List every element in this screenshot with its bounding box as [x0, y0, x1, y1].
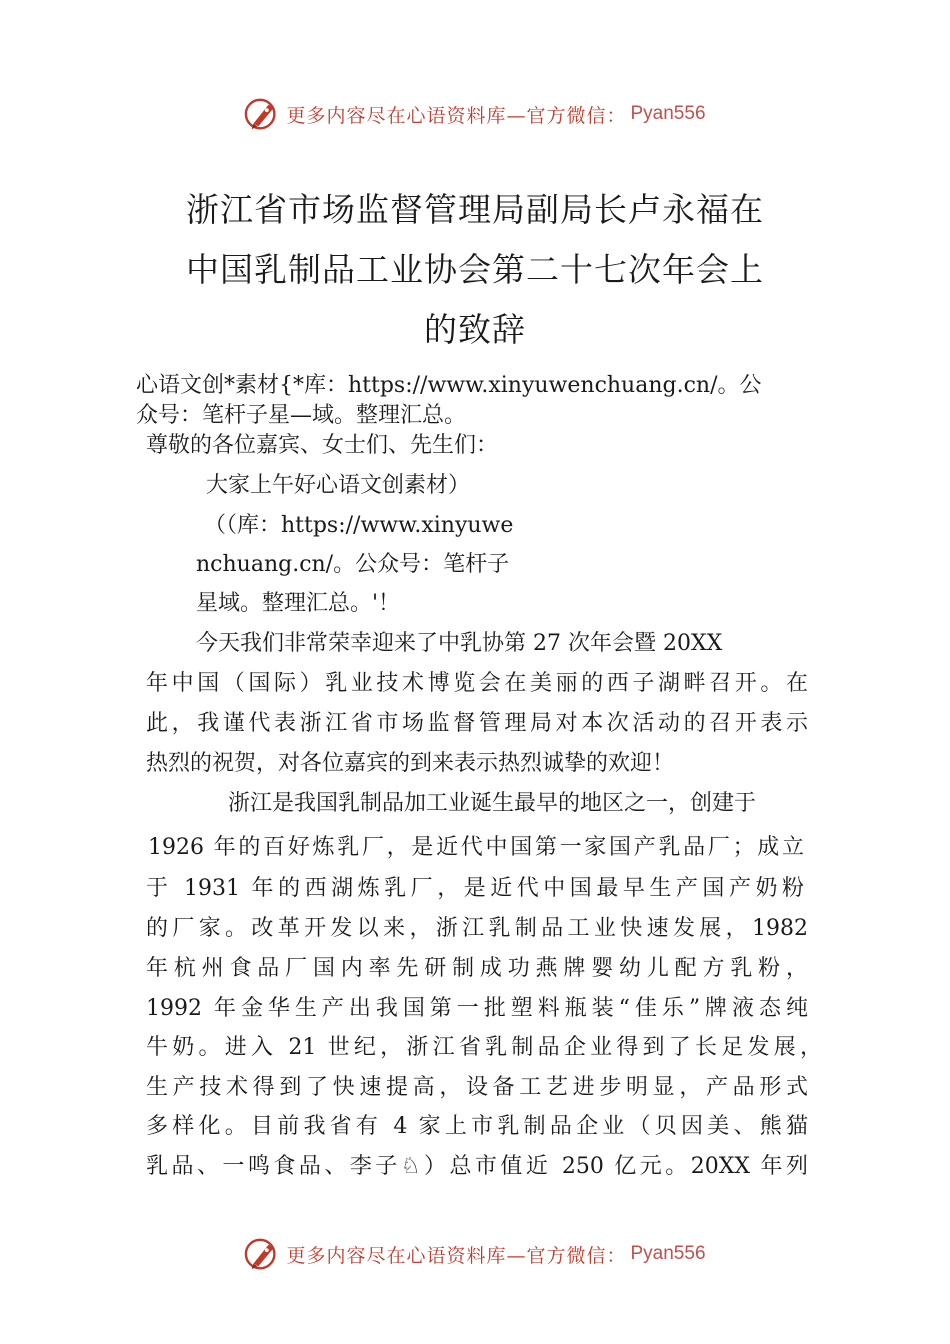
paragraph-line: 热烈的祝贺，对各位嘉宾的到来表示热烈诚挚的欢迎！	[146, 751, 675, 776]
pen-logo-icon	[244, 95, 282, 133]
paragraph-line: 年中国（国际）乳业技术博览会在美丽的西子湖畔召开。在	[146, 671, 808, 696]
paragraph-line: 1926 年的百好炼乳厂，是近代中国第一家国产乳品厂；成立	[148, 835, 804, 860]
greeting-line: 大家上午好心语文创素材）	[206, 473, 471, 498]
paragraph-line: 1992 年金华生产出我国第一批塑料瓶装“佳乐”牌液态纯	[146, 996, 808, 1021]
paragraph-line: 此，我谨代表浙江省市场监督管理局对本次活动的召开表示	[146, 711, 808, 736]
paragraph-line: 于 1931 年的西湖炼乳厂，是近代中国最早生产国产奶粉	[146, 876, 804, 901]
paragraph-line: 的厂家。改革开发以来，浙江乳制品工业快速发展，1982	[146, 916, 808, 941]
header-banner	[0, 94, 950, 134]
banner-wechat-id: Pyan556	[630, 1243, 706, 1264]
paragraph-line: 乳品、一鸣食品、李子♘）总市值近 250 亿元。20XX 年列	[146, 1154, 808, 1179]
title-line-1: 浙江省市场监督管理局副局长卢永福在	[186, 190, 764, 229]
footer-banner	[0, 1234, 950, 1274]
paragraph-line: 浙江是我国乳制品加工业诞生最早的地区之一，创建于	[228, 791, 757, 816]
title-line-2: 中国乳制品工业协会第二十七次年会上	[186, 250, 764, 289]
paragraph-line: 牛奶。进入 21 世纪，浙江省乳制品企业得到了长足发展，	[146, 1035, 822, 1060]
paragraph-line: 年杭州食品厂国内率先研制成功燕牌婴幼儿配方乳粉，	[146, 956, 808, 981]
paragraph-line: 生产技术得到了快速提高，设备工艺进步明显，产品形式	[146, 1075, 808, 1100]
greeting-line: nchuang.cn/。公众号：笔杆子	[196, 552, 510, 577]
source-note-line: 心语文创*素材{*库：https://www.xinyuwenchuang.cn/。公	[136, 373, 762, 398]
greeting-line: （（库：https://www.xinyuwe	[204, 513, 514, 538]
title-line-3: 的致辞	[424, 310, 526, 349]
salutation: 尊敬的各位嘉宾、女士们、先生们：	[146, 433, 499, 458]
pen-logo-icon	[244, 1235, 282, 1273]
banner-text: 更多内容尽在心语资料库—官方微信：	[286, 1244, 627, 1267]
source-note-line: 众号：笔杆子星—域。整理汇总。	[136, 403, 467, 428]
paragraph-line: 今天我们非常荣幸迎来了中乳协第 27 次年会暨 20XX	[196, 631, 723, 656]
banner-text: 更多内容尽在心语资料库—官方微信：	[286, 104, 627, 127]
banner-wechat-id: Pyan556	[630, 103, 706, 124]
paragraph-line: 多样化。目前我省有 4 家上市乳制品企业（贝因美、熊猫	[146, 1114, 808, 1139]
greeting-line: 星域。整理汇总。'！	[196, 591, 401, 616]
